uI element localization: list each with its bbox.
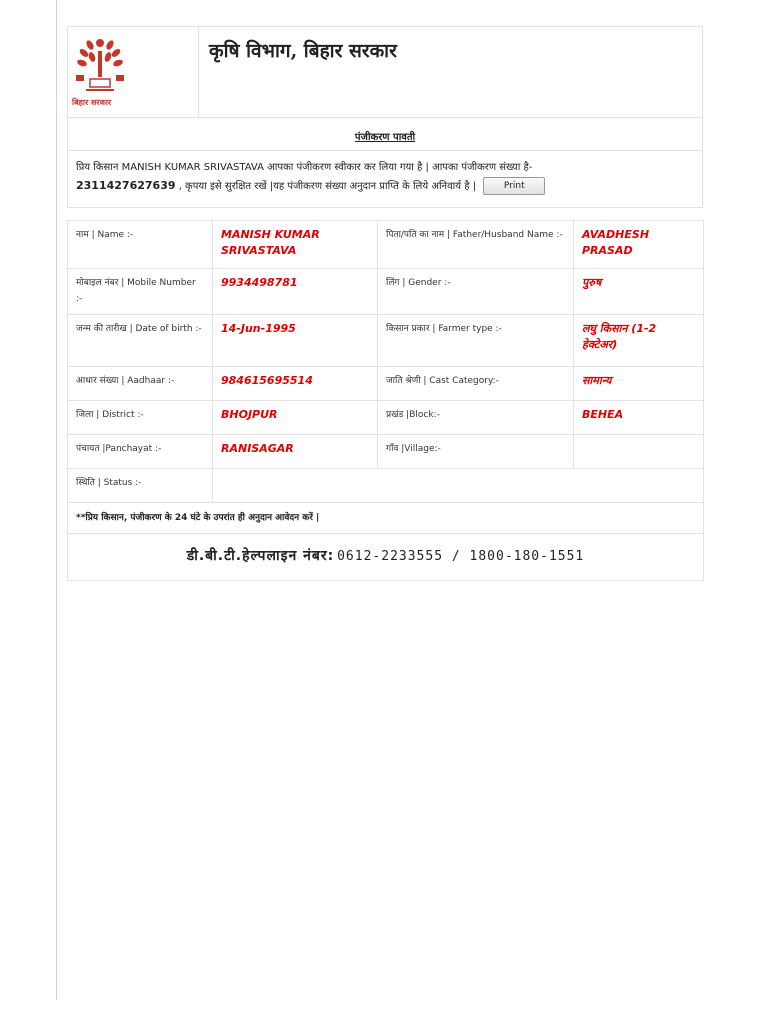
table-row xyxy=(68,367,704,401)
table-row xyxy=(68,221,704,269)
logo-cell xyxy=(68,27,199,118)
farmer-type-value: लघु किसान (1-2 हेक्टेअर) xyxy=(574,315,704,367)
table-row xyxy=(68,315,704,367)
ack-cell xyxy=(68,118,703,151)
village-value xyxy=(574,435,704,469)
mobile-value: 9934498781 xyxy=(213,269,378,315)
registration-number: 2311427627639 xyxy=(76,179,176,192)
table-row xyxy=(68,435,704,469)
aadhaar-label: आधार संख्या | Aadhaar :- xyxy=(68,367,213,401)
village-label: गाँव |Village:- xyxy=(378,435,574,469)
message-cell xyxy=(68,151,703,208)
panchayat-value: RANISAGAR xyxy=(213,435,378,469)
table-row xyxy=(68,401,704,435)
mobile-label: मोबाइल नंबर | Mobile Number :- xyxy=(68,269,213,315)
name-value: MANISH KUMAR SRIVASTAVA xyxy=(213,221,378,269)
caste-value: सामान्य xyxy=(574,367,704,401)
district-value: BHOJPUR xyxy=(213,401,378,435)
block-value: BEHEA xyxy=(574,401,704,435)
helpline-row xyxy=(68,534,704,581)
receipt-container xyxy=(67,26,703,581)
message-line2: , कृपया इसे सुरक्षित रखें |यह पंजीकरण संख्या अनुदान प्राप्ति के लिये अनिवार्य है | xyxy=(178,181,477,192)
title-cell xyxy=(199,27,703,118)
gender-value: पुरुष xyxy=(574,269,704,315)
note-row xyxy=(68,503,704,534)
block-label: प्रखंड |Block:- xyxy=(378,401,574,435)
status-label: स्थिति | Status :- xyxy=(68,469,213,503)
ack-title: पंजीकरण पावती xyxy=(354,131,416,143)
status-value xyxy=(213,469,704,503)
caste-label: जाति श्रेणी | Cast Category:- xyxy=(378,367,574,401)
dob-value: 14-Jun-1995 xyxy=(213,315,378,367)
header-table xyxy=(67,26,703,208)
helpline-numbers: 0612-2233555 / 1800-180-1551 xyxy=(337,549,585,564)
logo-caption: बिहार सरकार xyxy=(72,98,112,107)
name-label: नाम | Name :- xyxy=(68,221,213,269)
panchayat-label: पंचायत |Panchayat :- xyxy=(68,435,213,469)
dob-label: जन्म की तारीख | Date of birth :- xyxy=(68,315,213,367)
father-name-value: AVADHESH PRASAD xyxy=(574,221,704,269)
details-table xyxy=(67,220,704,581)
helpline-label: डी.बी.टी.हेल्पलाइन नंबर: xyxy=(186,548,335,564)
note-text: **प्रिय किसान, पंजीकरण के 24 घंटे के उपरांत ही अनुदान आवेदन करें | xyxy=(68,503,704,534)
father-name-label: पिता/पति का नाम | Father/Husband Name :- xyxy=(378,221,574,269)
table-row xyxy=(68,269,704,315)
page-title: कृषि विभाग, बिहार सरकार xyxy=(209,40,397,62)
bodhi-tree-emblem-icon xyxy=(70,33,130,97)
page-edge xyxy=(56,0,57,1000)
district-label: जिला | District :- xyxy=(68,401,213,435)
helpline-cell xyxy=(68,534,704,581)
farmer-type-label: किसान प्रकार | Farmer type :- xyxy=(378,315,574,367)
table-row xyxy=(68,469,704,503)
aadhaar-value: 984615695514 xyxy=(213,367,378,401)
message-line1: प्रिय किसान MANISH KUMAR SRIVASTAVA आपका पंजीकरण स्वीकार कर लिया गया है | आपका पंजीकरण संख्या है- xyxy=(76,162,533,173)
print-button[interactable]: Print xyxy=(483,177,545,195)
gender-label: लिंग | Gender :- xyxy=(378,269,574,315)
